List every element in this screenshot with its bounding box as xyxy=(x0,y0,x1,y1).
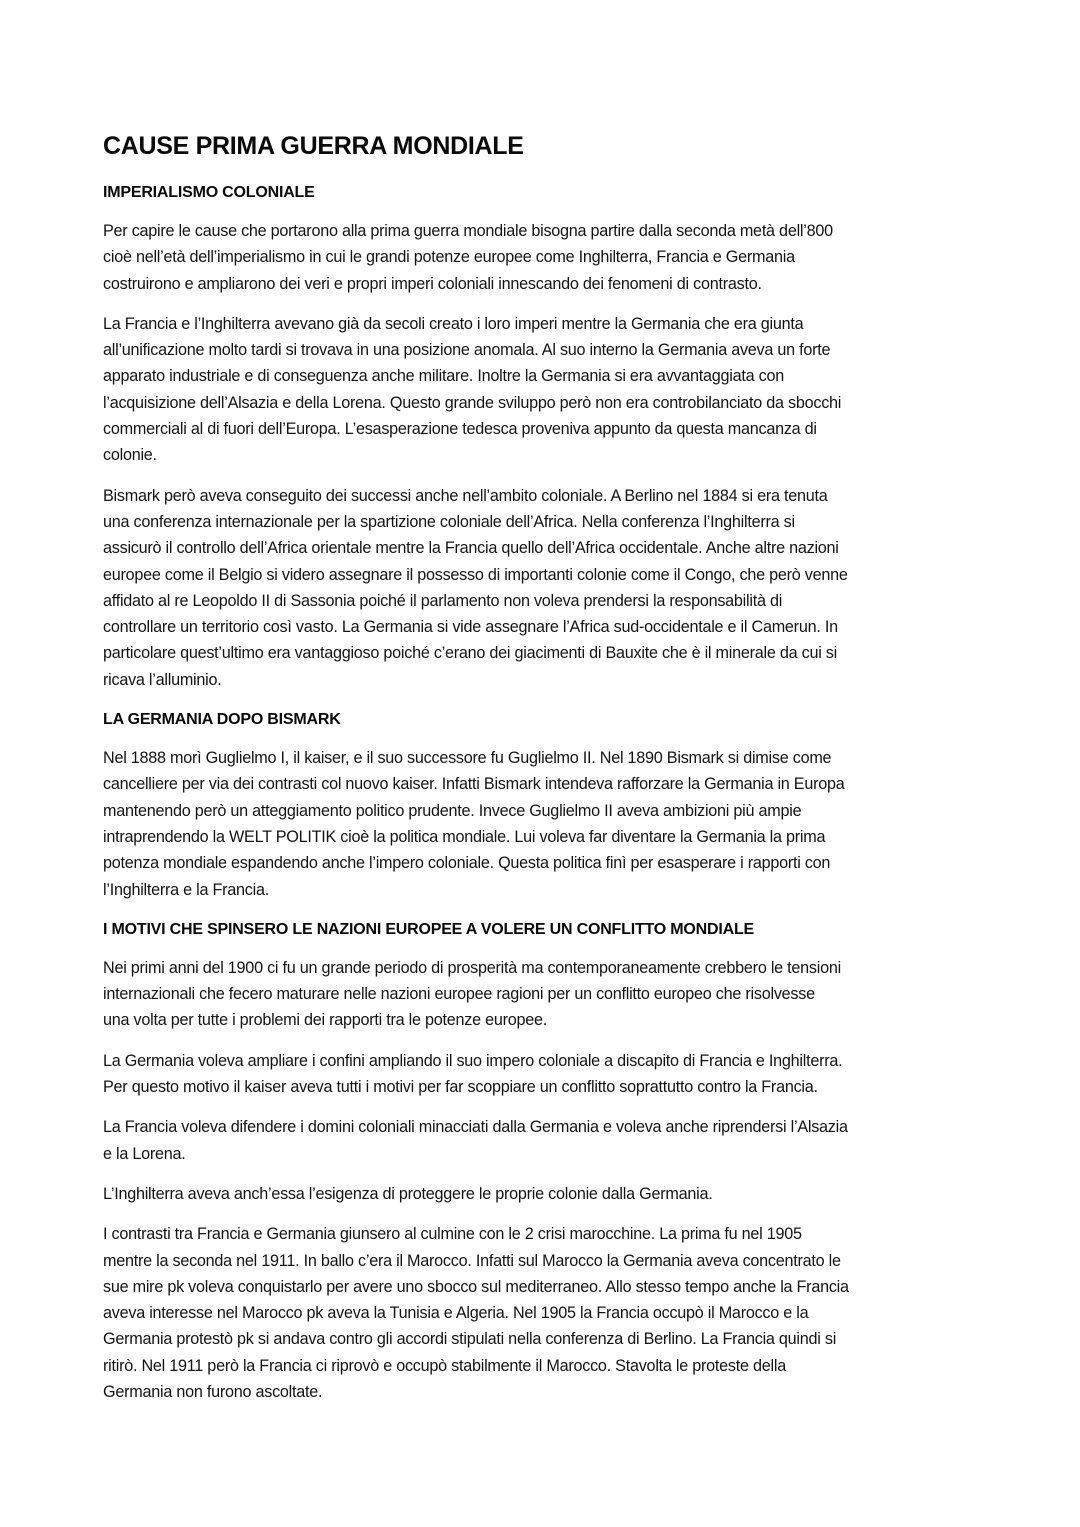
text-line: potenza mondiale espandendo anche l’impero coloniale. Questa politica finì per esasperare i rapporti con xyxy=(103,854,831,873)
text-line: particolare quest’ultimo era vantaggioso poiché c’erano dei giacimenti di Bauxite che è il minerale da cui si xyxy=(103,644,837,663)
text-line: intraprendendo la WELT POLITIK cioè la politica mondiale. Lui voleva far diventare la Germania la prima xyxy=(103,827,826,846)
text-line: Germania non furono ascoltate. xyxy=(103,1382,323,1401)
section-heading: LA GERMANIA DOPO BISMARK xyxy=(103,711,341,729)
text-line: colonie. xyxy=(103,446,157,465)
text-line: Nei primi anni del 1900 ci fu un grande periodo di prosperità ma contemporaneamente crebbero le tensioni xyxy=(103,958,841,977)
paragraph xyxy=(103,218,983,297)
text-line: internazionali che fecero maturare nelle nazioni europee ragioni per un conflitto europeo che risolvesse xyxy=(103,985,815,1004)
paragraph xyxy=(103,1114,983,1167)
text-line: una conferenza internazionale per la spartizione coloniale dell’Africa. Nella conferenza l’Inghilterra si xyxy=(103,512,795,531)
text-line: L’Inghilterra aveva anch’essa l’esigenza di proteggere le proprie colonie dalla Germania. xyxy=(103,1184,713,1203)
text-line: ricava l’alluminio. xyxy=(103,670,222,689)
text-line: controllare un territorio così vasto. La Germania si vide assegnare l’Africa sud-occidentale e il Camerun. In xyxy=(103,618,838,637)
text-line: Germania protestò pk si andava contro gli accordi stipulati nella conferenza di Berlino. La Francia quindi si xyxy=(103,1330,837,1349)
text-line: costruirono e ampliarono dei veri e propri imperi coloniali innescando dei fenomeni di contrasto. xyxy=(103,274,762,293)
document-page xyxy=(103,128,983,1419)
text-line: La Francia e l’Inghilterra avevano già da secoli creato i loro imperi mentre la Germania che era giunta xyxy=(103,314,804,333)
section-germania-dopo-bismark xyxy=(103,707,983,903)
text-line: mentre la seconda nel 1911. In ballo c’era il Marocco. Infatti sul Marocco la Germania aveva concentrato le xyxy=(103,1251,841,1270)
text-line: La Germania voleva ampliare i confini ampliando il suo impero coloniale a discapito di Francia e Inghilterra. xyxy=(103,1051,843,1070)
text-line: l’Inghilterra e la Francia. xyxy=(103,880,269,899)
text-line: affidato al re Leopoldo II di Sassonia poiché il parlamento non voleva prendersi la responsabilità di xyxy=(103,591,783,610)
paragraph xyxy=(103,745,983,903)
text-line: ritirò. Nel 1911 però la Francia ci riprovò e occupò stabilmente il Marocco. Stavolta le proteste della xyxy=(103,1356,786,1375)
text-line: aveva interesse nel Marocco pk aveva la Tunisia e Algeria. Nel 1905 la Francia occupò il Marocco e la xyxy=(103,1304,809,1323)
paragraph xyxy=(103,311,983,469)
document-title: CAUSE PRIMA GUERRA MONDIALE xyxy=(103,132,524,160)
text-line: I contrasti tra Francia e Germania giunsero al culmine con le 2 crisi marocchine. La prima fu nel 1905 xyxy=(103,1225,802,1244)
paragraph xyxy=(103,483,983,693)
text-line: all’unificazione molto tardi si trovava in una posizione anomala. Al suo interno la Germania aveva un forte xyxy=(103,341,831,360)
text-line: l’acquisizione dell’Alsazia e della Lorena. Questo grande sviluppo però non era controbilanciato da sbocchi xyxy=(103,393,842,412)
text-line: Nel 1888 morì Guglielmo I, il kaiser, e il suo successore fu Guglielmo II. Nel 1890 Bismark si dimise come xyxy=(103,749,832,768)
text-line: e la Lorena. xyxy=(103,1144,186,1163)
section-heading: IMPERIALISMO COLONIALE xyxy=(103,184,315,201)
text-line: una volta per tutte i problemi dei rapporti tra le potenze europee. xyxy=(103,1011,547,1030)
paragraph xyxy=(103,1048,983,1101)
text-line: mantenendo però un atteggiamento politico prudente. Invece Guglielmo II aveva ambizioni più ampie xyxy=(103,801,802,820)
text-line: Bismark però aveva conseguito dei successi anche nell’ambito coloniale. A Berlino nel 1884 si era tenuta xyxy=(103,486,828,505)
text-line: sue mire pk voleva conquistarlo per avere uno sbocco sul mediterraneo. Allo stesso tempo anche la Francia xyxy=(103,1277,849,1296)
paragraph xyxy=(103,1181,983,1207)
text-line: apparato industriale e di conseguenza anche militare. Inoltre la Germania si era avvantaggiata con xyxy=(103,367,784,386)
text-line: cancelliere per via dei contrasti col nuovo kaiser. Infatti Bismark intendeva rafforzare la Germania in Europa xyxy=(103,775,845,794)
text-line: Per questo motivo il kaiser aveva tutti i motivi per far scoppiare un conflitto soprattutto contro la Francia. xyxy=(103,1078,818,1097)
paragraph xyxy=(103,955,983,1034)
paragraph xyxy=(103,1221,983,1405)
section-imperialismo-coloniale xyxy=(103,180,983,693)
section-motivi-conflitto-mondiale xyxy=(103,917,983,1405)
text-line: assicurò il controllo dell’Africa orientale mentre la Francia quello dell’Africa occidentale. Anche altre nazioni xyxy=(103,539,839,558)
section-heading: I MOTIVI CHE SPINSERO LE NAZIONI EUROPEE A VOLERE UN CONFLITTO MONDIALE xyxy=(103,920,755,938)
text-line: cioè nell’età dell’imperialismo in cui le grandi potenze europee come Inghilterra, Francia e Germania xyxy=(103,248,795,267)
text-line: Per capire le cause che portarono alla prima guerra mondiale bisogna partire dalla seconda metà dell’800 xyxy=(103,222,833,240)
text-line: commerciali al di fuori dell’Europa. L’esasperazione tedesca proveniva appunto da questa mancanza di xyxy=(103,420,817,439)
text-line: europee come il Belgio si videro assegnare il possesso di importanti colonie come il Congo, che però venne xyxy=(103,565,848,584)
text-line: La Francia voleva difendere i domini coloniali minacciati dalla Germania e voleva anche riprendersi l’Alsazia xyxy=(103,1118,848,1137)
